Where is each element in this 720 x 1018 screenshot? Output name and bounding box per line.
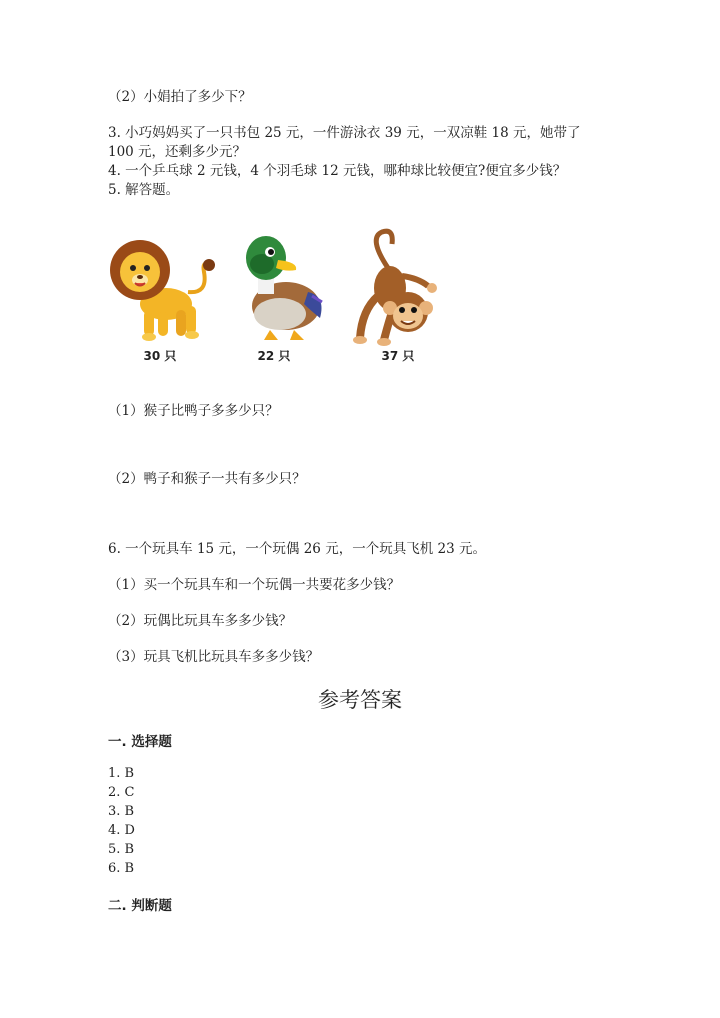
duck-count: 22 只: [257, 349, 291, 363]
question-5-part-2: （2）鸭子和猴子一共有多少只？: [108, 471, 306, 487]
question-6-part-1: （1）买一个玩具车和一个玩偶一共要花多少钱？: [108, 577, 401, 593]
question-3-line-1: 3. 小巧妈妈买了一只书包 25 元，一件游泳衣 39 元，一双凉鞋 18 元，她带了: [108, 125, 581, 141]
section-choice-heading: 一. 选择题: [108, 734, 172, 750]
question-6-part-3: （3）玩具飞机比玩具车多多少钱？: [108, 649, 320, 665]
answer-item: 5. B: [108, 842, 135, 857]
duck-illustration: [238, 230, 330, 344]
question-6-part-2: （2）玩偶比玩具车多多少钱？: [108, 613, 293, 629]
section-judgment-heading: 二. 判断题: [108, 898, 172, 914]
answer-item: 3. B: [108, 804, 135, 819]
monkey-illustration: [348, 228, 440, 346]
lion-count: 30 只: [143, 349, 177, 363]
answer-item: 4. D: [108, 823, 135, 838]
question-3-line-2: 100 元，还剩多少元？: [108, 144, 247, 160]
answer-key-title: 参考答案: [318, 688, 402, 712]
question-6: 6. 一个玩具车 15 元，一个玩偶 26 元，一个玩具飞机 23 元。: [108, 541, 486, 557]
question-5-part-1: （1）猴子比鸭子多多少只？: [108, 403, 279, 419]
answer-item: 2. C: [108, 785, 135, 800]
question-2-part-2: （2）小娟拍了多少下？: [108, 89, 252, 105]
question-4: 4. 一个乒乓球 2 元钱，4 个羽毛球 12 元钱，哪种球比较便宜?便宜多少钱？: [108, 163, 567, 179]
monkey-count: 37 只: [381, 349, 415, 363]
answer-item: 6. B: [108, 861, 135, 876]
question-5: 5. 解答题。: [108, 182, 180, 198]
answer-item: 1. B: [108, 766, 135, 781]
lion-illustration: [108, 232, 216, 344]
